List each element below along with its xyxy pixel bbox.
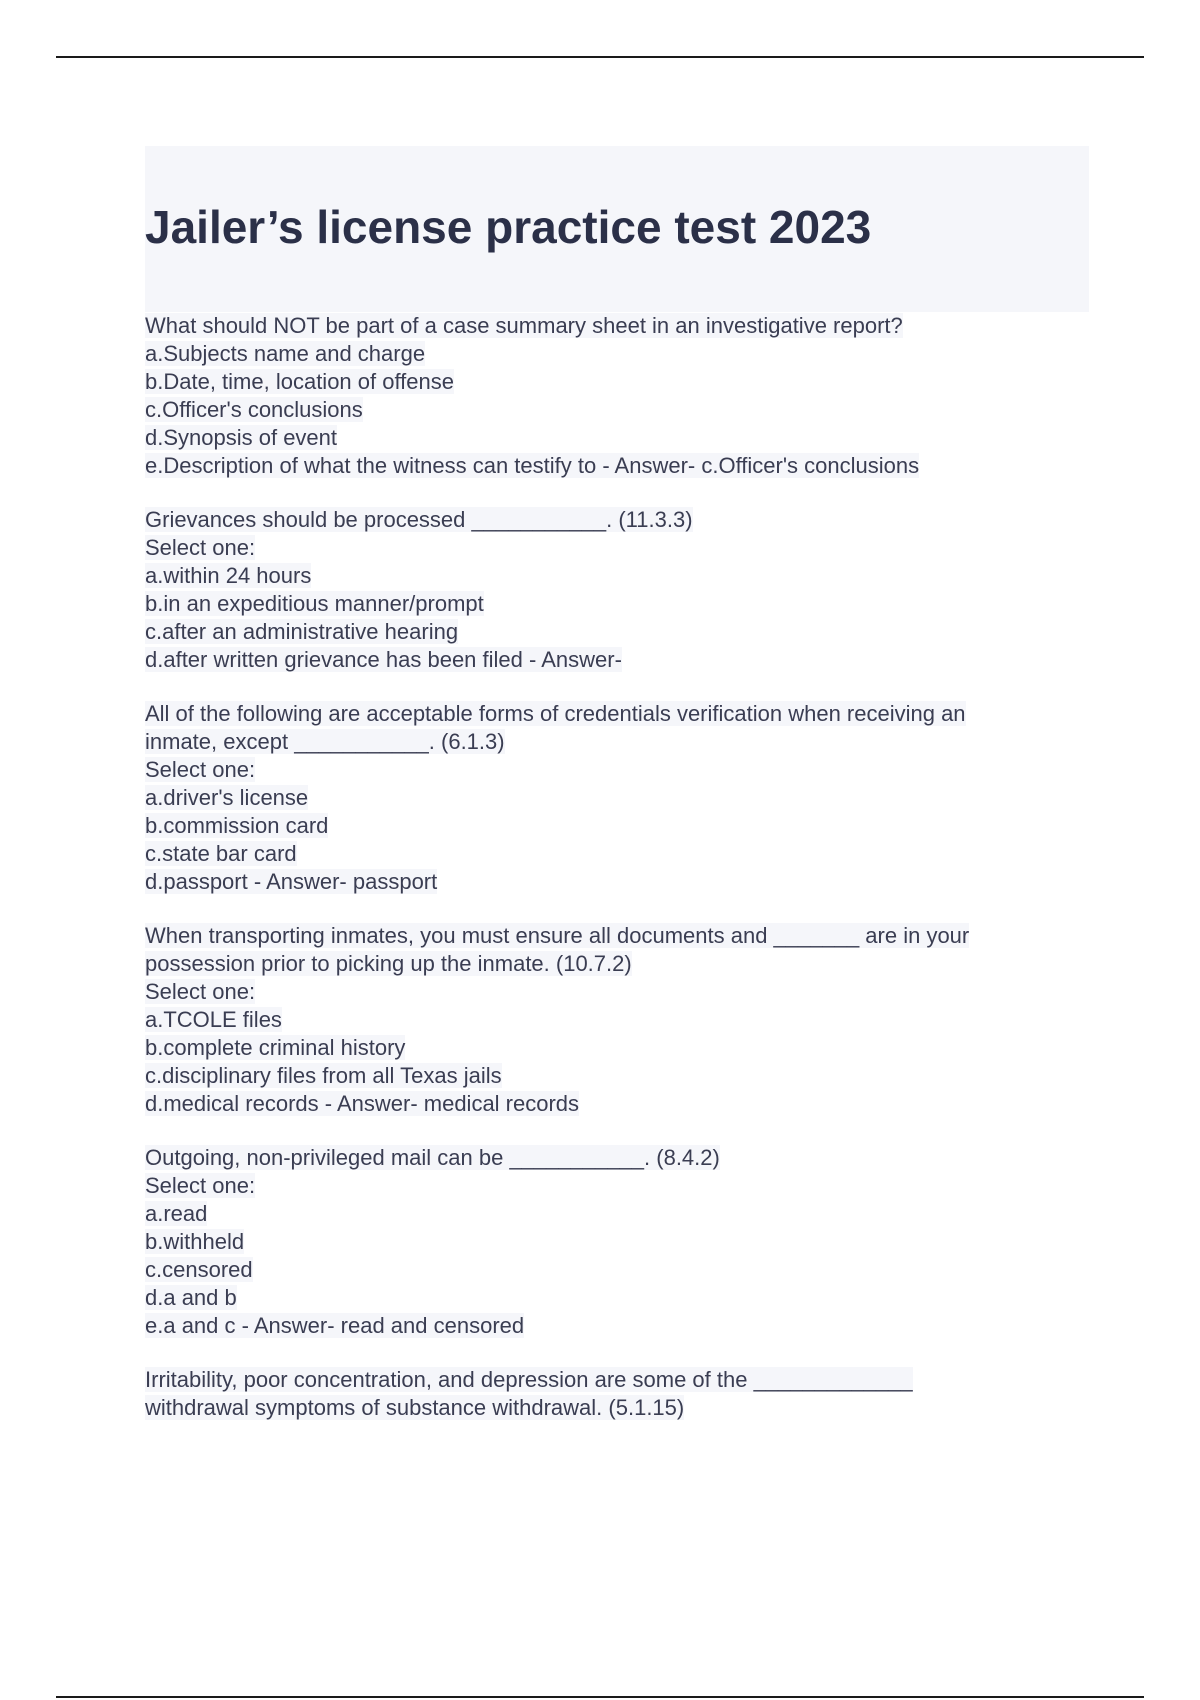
line-text: b.Date, time, location of offense: [145, 369, 454, 394]
question-line: [145, 728, 1089, 756]
question-line: [145, 368, 1089, 396]
question-line: [145, 1034, 1089, 1062]
question-line: [145, 1006, 1089, 1034]
question-text: [145, 1366, 1089, 1394]
question-block: [145, 700, 1089, 896]
question-line: [145, 868, 1089, 896]
question-line: [145, 1394, 1089, 1422]
question-text: [145, 506, 1089, 534]
question-text: [145, 700, 1089, 728]
question-line: [145, 590, 1089, 618]
line-text: What should NOT be part of a case summary sheet in an investigative report?: [145, 313, 903, 338]
question-line: [145, 812, 1089, 840]
line-text: c.censored: [145, 1257, 253, 1282]
question-block: [145, 312, 1089, 480]
line-text: possession prior to picking up the inmate. (10.7.2): [145, 951, 632, 976]
line-text: d.medical records - Answer- medical records: [145, 1091, 580, 1116]
question-line: [145, 424, 1089, 452]
line-text: Select one:: [145, 535, 256, 560]
line-text: c.Officer's conclusions: [145, 397, 363, 422]
question-line: [145, 1284, 1089, 1312]
line-text: e.a and c - Answer- read and censored: [145, 1313, 525, 1338]
question-line: [145, 534, 1089, 562]
line-text: Select one:: [145, 1173, 256, 1198]
line-text: Outgoing, non-privileged mail can be ___________. (8.4.2): [145, 1145, 720, 1170]
question-line: [145, 1228, 1089, 1256]
document-title: Jailer’s license practice test 2023: [145, 201, 872, 253]
question-text: [145, 312, 1089, 340]
line-text: a.driver's license: [145, 785, 309, 810]
question-list: [145, 312, 1089, 1448]
question-line: [145, 340, 1089, 368]
line-text: Irritability, poor concentration, and depression are some of the _____________: [145, 1367, 913, 1392]
line-text: d.Synopsis of event: [145, 425, 338, 450]
bottom-rule: [56, 1696, 1144, 1698]
question-text: [145, 1144, 1089, 1172]
line-text: d.after written grievance has been filed - Answer-: [145, 647, 622, 672]
question-line: [145, 784, 1089, 812]
question-line: [145, 1090, 1089, 1118]
line-text: c.disciplinary files from all Texas jails: [145, 1063, 502, 1088]
question-line: [145, 562, 1089, 590]
question-line: [145, 618, 1089, 646]
line-text: b.commission card: [145, 813, 329, 838]
question-line: [145, 1200, 1089, 1228]
line-text: a.read: [145, 1201, 208, 1226]
line-text: d.a and b: [145, 1285, 237, 1310]
question-text: [145, 922, 1089, 950]
question-line: [145, 840, 1089, 868]
question-line: [145, 1312, 1089, 1340]
line-text: e.Description of what the witness can testify to - Answer- c.Officer's conclusions: [145, 453, 920, 478]
line-text: All of the following are acceptable forms of credentials verification when receiving an: [145, 701, 966, 726]
question-block: [145, 922, 1089, 1118]
line-text: d.passport - Answer- passport: [145, 869, 438, 894]
line-text: withdrawal symptoms of substance withdrawal. (5.1.15): [145, 1395, 685, 1420]
line-text: a.TCOLE files: [145, 1007, 282, 1032]
question-line: [145, 452, 1089, 480]
question-block: [145, 1144, 1089, 1340]
question-line: [145, 646, 1089, 674]
line-text: inmate, except ___________. (6.1.3): [145, 729, 505, 754]
line-text: c.after an administrative hearing: [145, 619, 459, 644]
top-rule: [56, 56, 1144, 58]
question-line: [145, 950, 1089, 978]
line-text: Grievances should be processed ___________. (11.3.3): [145, 507, 693, 532]
line-text: b.withheld: [145, 1229, 245, 1254]
line-text: b.complete criminal history: [145, 1035, 406, 1060]
question-block: [145, 1366, 1089, 1422]
question-line: [145, 1172, 1089, 1200]
line-text: When transporting inmates, you must ensure all documents and _______ are in your: [145, 923, 970, 948]
line-text: Select one:: [145, 979, 256, 1004]
line-text: a.within 24 hours: [145, 563, 312, 588]
question-line: [145, 1062, 1089, 1090]
line-text: b.in an expeditious manner/prompt: [145, 591, 484, 616]
line-text: Select one:: [145, 757, 256, 782]
question-line: [145, 396, 1089, 424]
line-text: a.Subjects name and charge: [145, 341, 426, 366]
question-block: [145, 506, 1089, 674]
question-line: [145, 756, 1089, 784]
title-block: [145, 146, 1089, 312]
question-line: [145, 1256, 1089, 1284]
line-text: c.state bar card: [145, 841, 297, 866]
question-line: [145, 978, 1089, 1006]
